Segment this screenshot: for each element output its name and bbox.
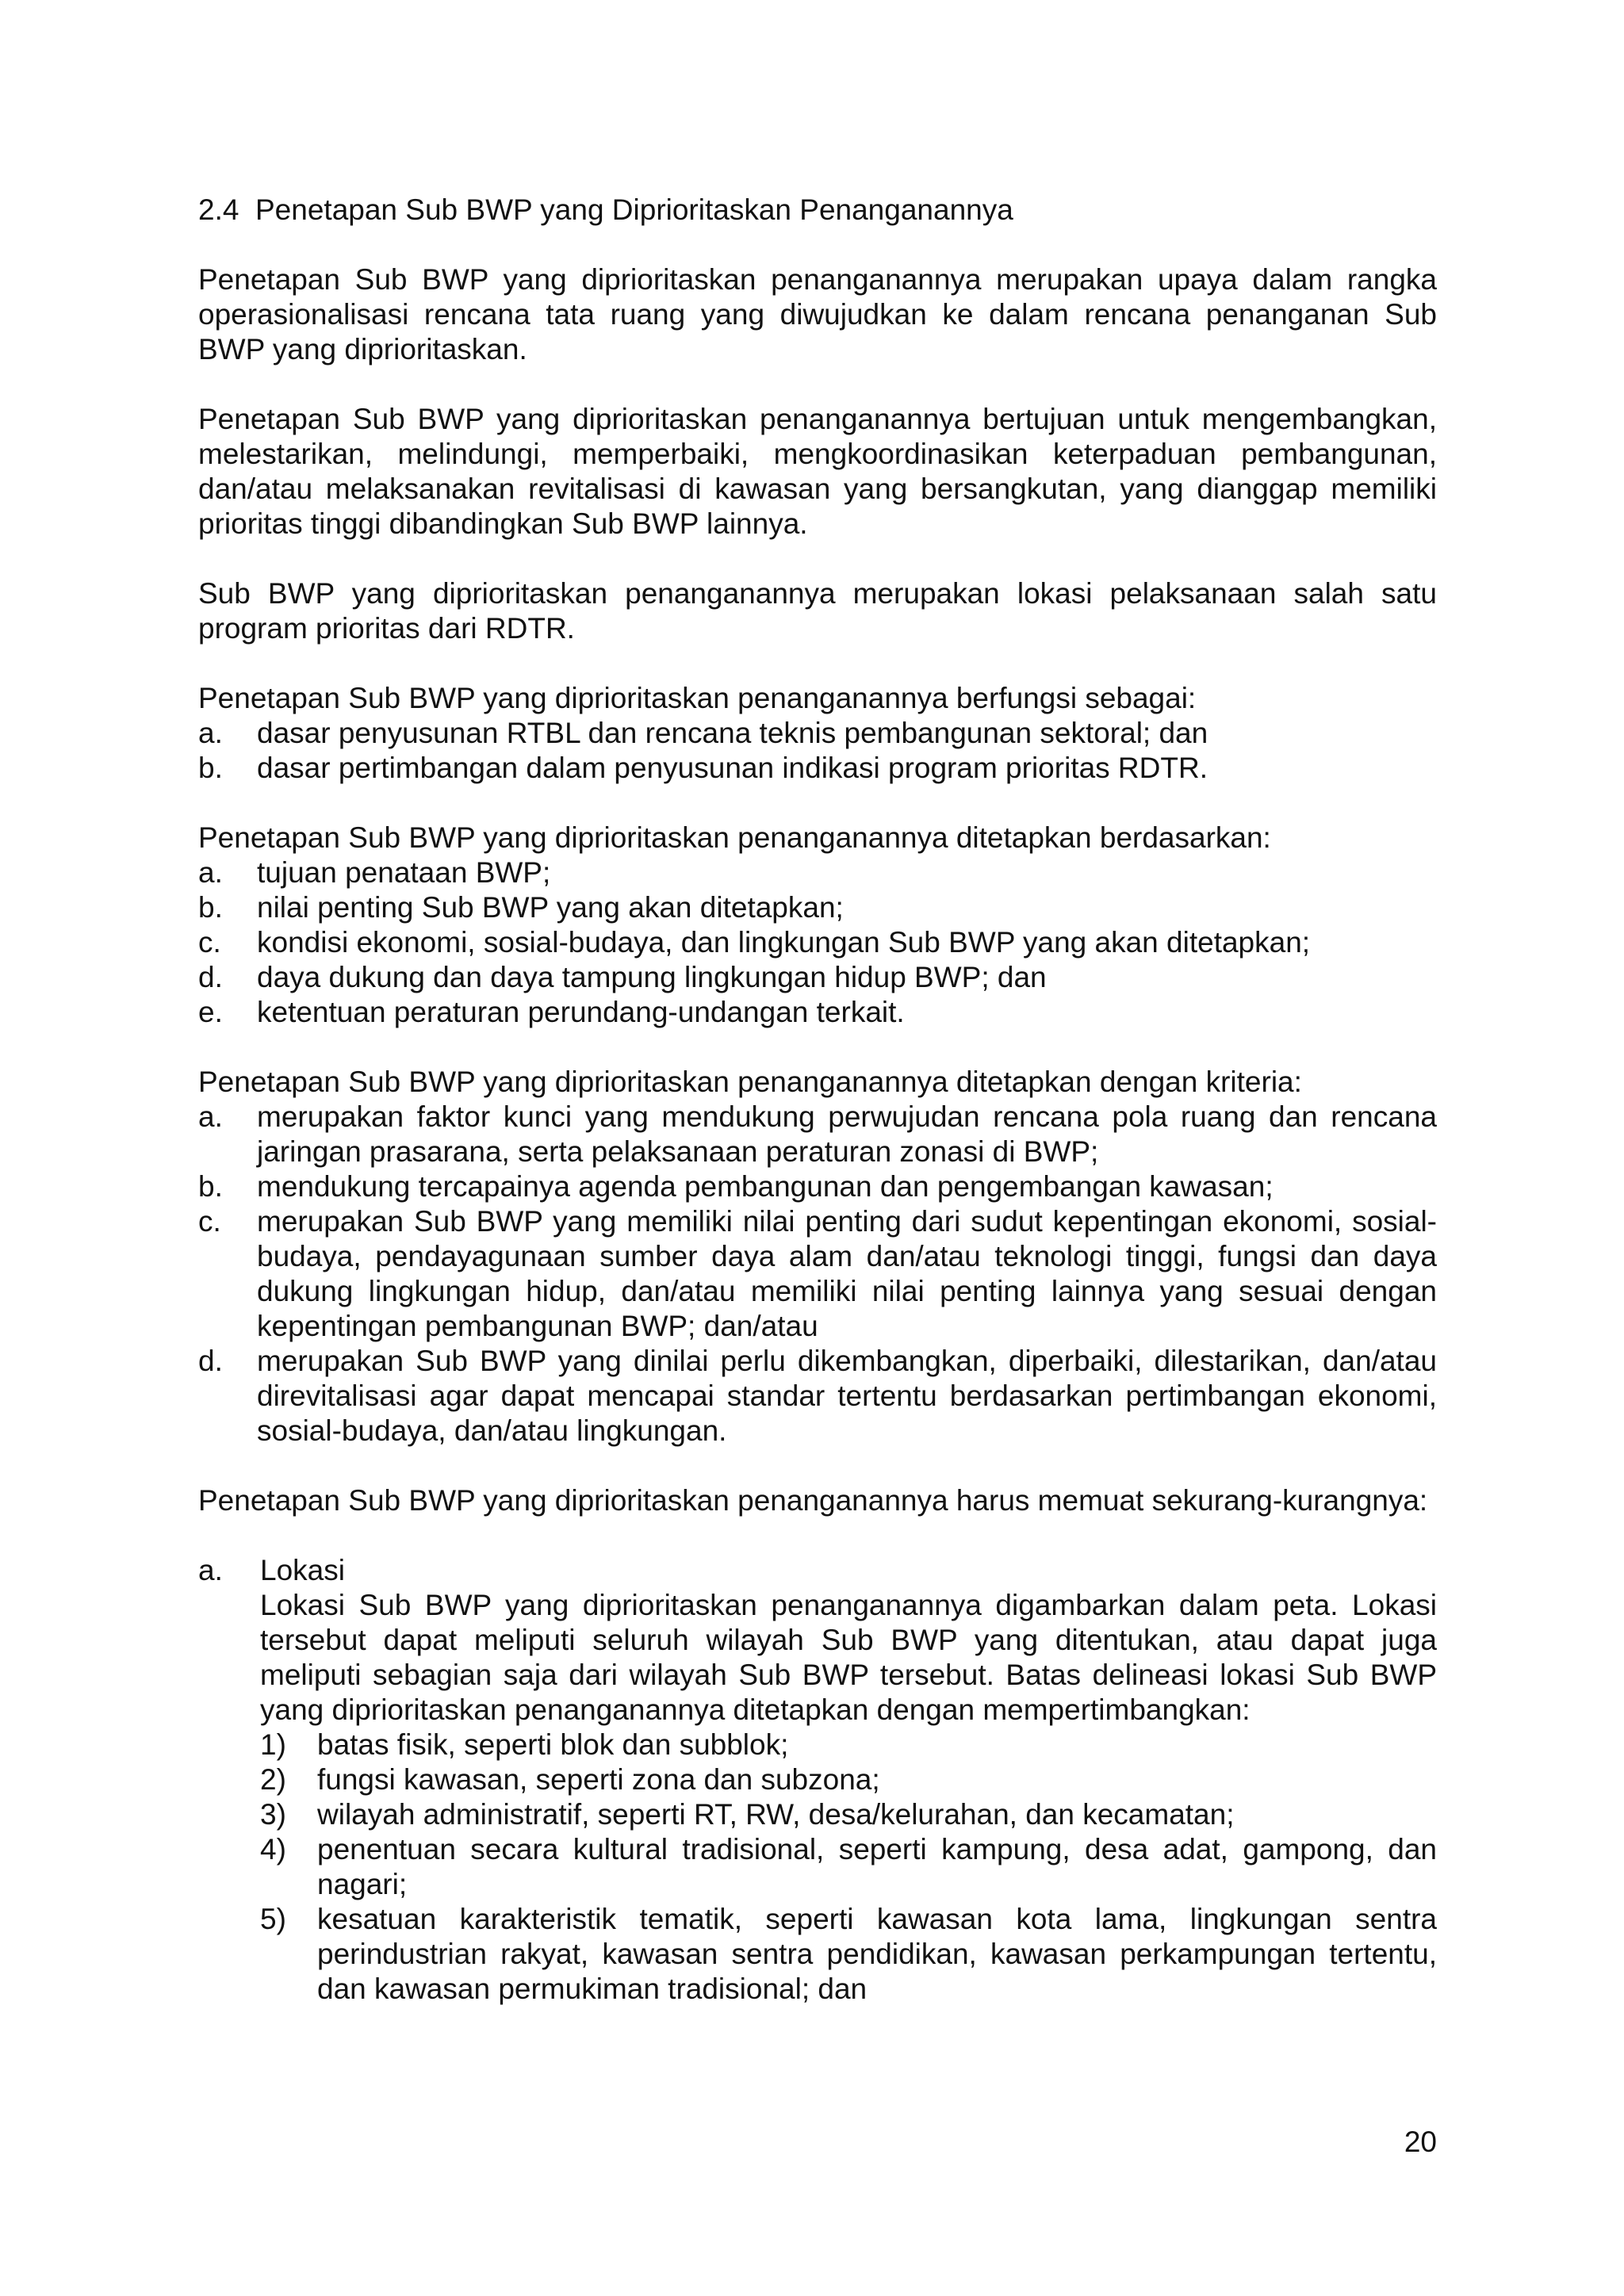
list-marker: 1)	[260, 1728, 286, 1761]
list-item	[260, 1902, 1437, 2007]
paragraph-3: Sub BWP yang diprioritaskan penanganannya merupakan lokasi pelaksanaan salah satu program prioritas dari RDTR.	[198, 577, 1437, 645]
paragraph-2: Penetapan Sub BWP yang diprioritaskan penanganannya bertujuan untuk mengembangkan, melestarikan, melindungi, memperbaiki, mengkoordinasikan keterpaduan pembangunan, dan/atau melaksanakan revitalisasi di kawasan yang bersangkutan, yang dianggap memiliki prioritas tinggi dibandingkan Sub BWP lainnya.	[198, 403, 1437, 540]
list-item	[198, 1344, 1437, 1448]
list-marker: d.	[198, 961, 223, 993]
list-item	[260, 1762, 1437, 1797]
list-item	[198, 925, 1437, 960]
list-text: kesatuan karakteristik tematik, seperti kawasan kota lama, lingkungan sentra perindustrian rakyat, kawasan sentra pendidikan, kawasan perkampungan tertentu, dan kawasan permukiman tradisional; dan	[317, 1903, 1437, 2005]
list-text: wilayah administratif, seperti RT, RW, desa/kelurahan, dan kecamatan;	[317, 1798, 1235, 1831]
section-number: 2.4	[198, 193, 239, 226]
list-text: nilai penting Sub BWP yang akan ditetapkan;	[257, 891, 844, 924]
list-item	[260, 1832, 1437, 1902]
list-kriteria	[198, 1100, 1437, 1448]
lokasi-criteria-list	[260, 1728, 1437, 2007]
list-marker: c.	[198, 1205, 221, 1238]
list-marker: 3)	[260, 1798, 286, 1831]
list-text: merupakan Sub BWP yang memiliki nilai penting dari sudut kepentingan ekonomi, sosial-budaya, pendayagunaan sumber daya alam dan/atau teknologi tinggi, fungsi dan daya dukung lingkungan hidup, dan/atau memiliki nilai penting lainnya yang sesuai dengan kepentingan pembangunan BWP; dan/atau	[257, 1205, 1437, 1342]
list-item	[198, 1169, 1437, 1204]
document-page	[198, 193, 1437, 2007]
list-text: fungsi kawasan, seperti zona dan subzona;	[317, 1763, 880, 1796]
paragraph-4: Penetapan Sub BWP yang diprioritaskan penanganannya berfungsi sebagai:	[198, 682, 1197, 714]
list-item	[260, 1797, 1437, 1832]
list-marker: b.	[198, 891, 223, 924]
lokasi-title-row	[198, 1553, 1437, 1588]
list-item	[260, 1728, 1437, 1762]
list-marker: a.	[198, 717, 223, 749]
paragraph-5: Penetapan Sub BWP yang diprioritaskan penanganannya ditetapkan berdasarkan:	[198, 821, 1271, 854]
list-marker: a.	[198, 856, 223, 889]
list-item	[198, 995, 1437, 1030]
list-marker: c.	[198, 926, 221, 959]
list-item	[198, 1204, 1437, 1344]
section-title: Penetapan Sub BWP yang Diprioritaskan Penanganannya	[255, 193, 1013, 226]
paragraph-6: Penetapan Sub BWP yang diprioritaskan penanganannya ditetapkan dengan kriteria:	[198, 1066, 1302, 1098]
list-marker: e.	[198, 996, 223, 1028]
list-item	[198, 716, 1437, 751]
lokasi-marker: a.	[198, 1554, 223, 1586]
list-text: mendukung tercapainya agenda pembangunan dan pengembangan kawasan;	[257, 1170, 1274, 1203]
list-marker: 5)	[260, 1903, 286, 1935]
section-heading	[198, 193, 1437, 228]
lokasi-title: Lokasi	[260, 1554, 345, 1586]
list-text: tujuan penataan BWP;	[257, 856, 551, 889]
list-item	[198, 855, 1437, 890]
list-item	[198, 890, 1437, 925]
list-marker: 2)	[260, 1763, 286, 1796]
list-dasar	[198, 855, 1437, 1030]
list-text: merupakan Sub BWP yang dinilai perlu dikembangkan, diperbaiki, dilestarikan, dan/atau direvitalisasi agar dapat mencapai standar tertentu berdasarkan pertimbangan ekonomi, sosial-budaya, dan/atau lingkungan.	[257, 1345, 1437, 1447]
list-text: penentuan secara kultural tradisional, seperti kampung, desa adat, gampong, dan nagari;	[317, 1833, 1437, 1900]
list-text: ketentuan peraturan perundang-undangan terkait.	[257, 996, 905, 1028]
list-item	[198, 1100, 1437, 1169]
paragraph-7: Penetapan Sub BWP yang diprioritaskan penanganannya harus memuat sekurang-kurangnya:	[198, 1484, 1428, 1517]
list-fungsi	[198, 716, 1437, 786]
list-text: batas fisik, seperti blok dan subblok;	[317, 1728, 789, 1761]
lokasi-section	[198, 1553, 1437, 2007]
list-item	[198, 751, 1437, 786]
lokasi-body: Lokasi Sub BWP yang diprioritaskan penanganannya digambarkan dalam peta. Lokasi tersebut dapat meliputi seluruh wilayah Sub BWP yang ditentukan, atau dapat juga meliputi sebagian saja dari wilayah Sub BWP tersebut. Batas delineasi lokasi Sub BWP yang diprioritaskan penanganannya ditetapkan dengan mempertimbangkan:	[260, 1589, 1437, 1726]
list-text: kondisi ekonomi, sosial-budaya, dan lingkungan Sub BWP yang akan ditetapkan;	[257, 926, 1311, 959]
list-marker: b.	[198, 1170, 223, 1203]
paragraph-1: Penetapan Sub BWP yang diprioritaskan penanganannya merupakan upaya dalam rangka operasionalisasi rencana tata ruang yang diwujudkan ke dalam rencana penanganan Sub BWP yang diprioritaskan.	[198, 263, 1437, 365]
list-item	[198, 960, 1437, 995]
page-number: 20	[1404, 2126, 1437, 2158]
list-text: dasar pertimbangan dalam penyusunan indikasi program prioritas RDTR.	[257, 752, 1208, 784]
list-text: dasar penyusunan RTBL dan rencana teknis pembangunan sektoral; dan	[257, 717, 1208, 749]
list-marker: d.	[198, 1345, 223, 1377]
list-marker: b.	[198, 752, 223, 784]
list-text: merupakan faktor kunci yang mendukung perwujudan rencana pola ruang dan rencana jaringan prasarana, serta pelaksanaan peraturan zonasi di BWP;	[257, 1100, 1437, 1168]
list-text: daya dukung dan daya tampung lingkungan hidup BWP; dan	[257, 961, 1047, 993]
list-marker: 4)	[260, 1833, 286, 1866]
list-marker: a.	[198, 1100, 223, 1133]
